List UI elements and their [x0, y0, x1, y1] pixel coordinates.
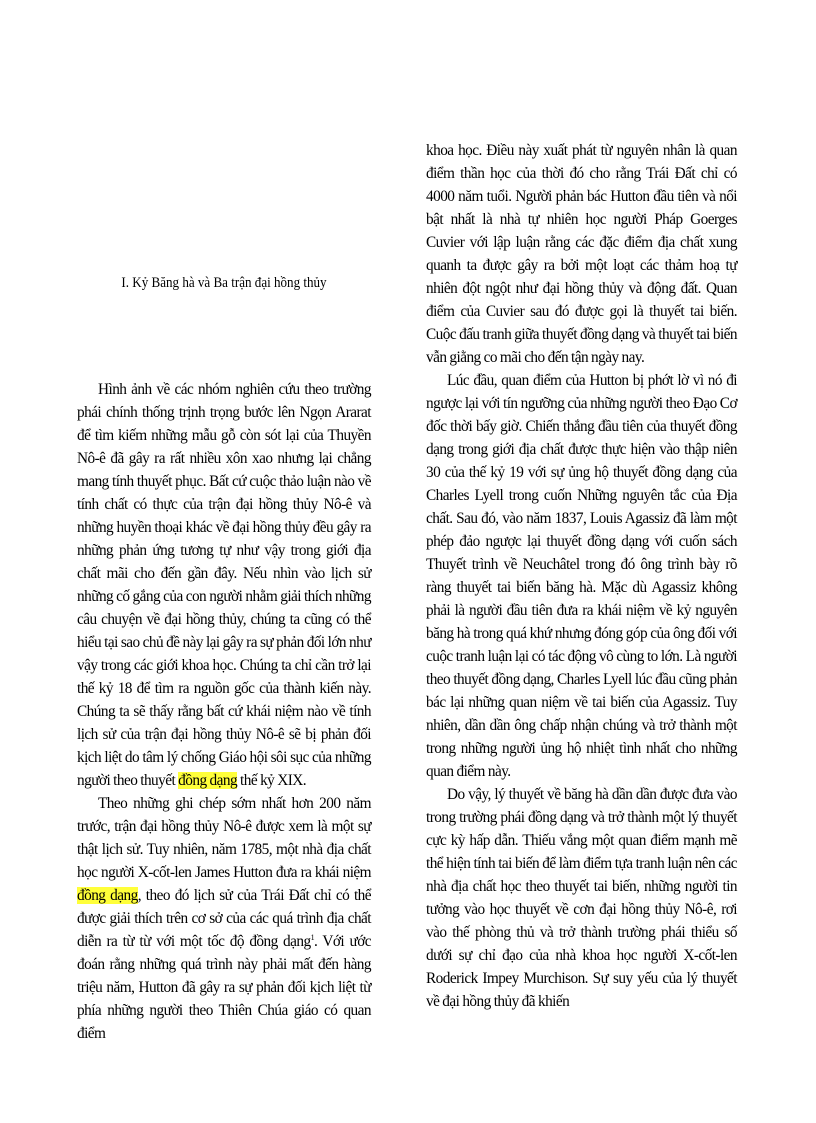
paragraph: Lúc đầu, quan điểm của Hutton bị phớt lờ vì nó đi ngược lại với tín ngưỡng của những người theo Đạo Cơ đốc thời bấy giờ. Chiến thắng đầu tiên của thuyết đồng dạng trong giới địa chất được thực hiện vào thập niên 30 của thế kỷ 19 với sự ủng hộ thuyết đồng dạng của Charles Lyell trong cuốn Những nguyên tắc của Địa chất. Sau đó, vào năm 1837, Louis Agassiz đã làm một phép đảo ngược lại thuyết đồng dạng với cuốn sách Thuyết trình về Neuchâtel trong đó ông trình bày rõ ràng thuyết tai biến băng hà. Mặc dù Agassiz không phải là người đầu tiên đưa ra khái niệm về kỷ nguyên băng hà trong quá khứ nhưng đóng góp của ông đối với cuộc tranh luận lại có tác động vô cùng to lớn. Là người theo thuyết đồng dạng, Charles Lyell lúc đầu cũng phản bác lại những quan niệm về tai biến của Agassiz. Tuy nhiên, dần dần ông chấp nhận chúng và trở thành một trong những người ủng hộ nhiệt tình nhất cho những quan điểm này. — [426, 372, 737, 780]
left-text — [77, 378, 371, 1045]
paragraph-text: . Với ước đoán rằng những quá trình này phải mất đến hàng triệu năm, Hutton đã gây ra sự phản đối kịch liệt từ phía những người theo Thiên Chúa giáo có quan điểm — [77, 933, 371, 1042]
paragraph-text: Hình ảnh về các nhóm nghiên cứu theo trường phái chính thống trịnh trọng bước lên Ngọn Ararat để tìm kiếm những mẫu gỗ còn sót lại của Thuyền Nô-ê đã gây ra rất nhiều xôn xao nhưng lại chẳng mang tính thuyết phục. Bất cứ cuộc thảo luận nào về tính chất có thực của trận đại hồng thủy Nô-ê và những huyền thoại khác về đại hồng thủy đều gây ra những phản ứng tương tự như vậy trong giới địa chất mãi cho đến gần đây. Nếu nhìn vào lịch sử những cố gắng của con người nhằm giải thích những câu chuyện về đại hồng thủy, chúng ta cũng có thể hiểu tại sao chủ đề này lại gây ra sự phản đối lớn như vậy trong các giới khoa học. Chúng ta chỉ cần trở lại thế kỷ 18 để tìm ra nguồn gốc của thành kiến này. Chúng ta sẽ thấy rằng bất cứ khái niệm nào về tính lịch sử của trận đại hồng thủy Nô-ê sẽ bị phản đối kịch liệt do tâm lý chống Giáo hội sôi sục của những người theo thuyết — [77, 381, 371, 789]
footnote-marker[interactable]: 1 — [310, 933, 315, 942]
paragraph-text: Theo những ghi chép sớm nhất hơn 200 năm trước, trận đại hồng thủy Nô-ê được xem là một sự thật lịch sử. Tuy nhiên, năm 1785, một nhà địa chất học người X-cốt-len James Hutton đưa ra khái niệm — [77, 795, 371, 881]
paragraph — [77, 378, 371, 792]
highlighted-term: đồng dạng — [77, 887, 138, 904]
paragraph-text: , theo đó lịch sử của Trái Đất chỉ có thể được giải thích trên cơ sở của các quá trình địa chất diễn ra từ từ với một tốc độ đồng dạng — [77, 887, 371, 950]
paragraph: Do vậy, lý thuyết về băng hà dần dần được đưa vào trong trường phái đồng dạng và trở thành một lý thuyết cực kỳ hấp dẫn. Thiếu vắng một quan điểm mạnh mẽ thể hiện tính tai biến để làm điểm tựa tranh luận nên các nhà địa chất học theo thuyết tai biến, những người tin tưởng vào học thuyết về cơn đại hồng thủy Nô-ê, rơi vào thế phòng thủ và trở thành trường phái thiểu số dưới sự chỉ đạo của nhà khoa học người X-cốt-len Roderick Impey Murchison. Sự suy yếu của lý thuyết về đại hồng thủy đã khiến — [426, 786, 737, 1010]
paragraph — [77, 792, 371, 1045]
paragraph-text: thế kỷ XIX. — [237, 772, 307, 789]
highlighted-term: đồng dạng — [178, 772, 238, 789]
paragraph: khoa học. Điều này xuất phát từ nguyên nhân là quan điểm thần học của thời đó cho rằng Trái Đất chỉ có 4000 năm tuổi. Người phản bác Hutton đầu tiên và nổi bật nhất là nhà tự nhiên học người Pháp Goerges Cuvier với lập luận rằng các đặc điểm địa chất xung quanh ta được gây ra bởi một loạt các thảm hoạ tự nhiên đột ngột như đại hồng thủy và động đất. Quan điểm của Cuvier sau đó được gọi là thuyết tai biến. Cuộc đấu tranh giữa thuyết đồng dạng và thuyết tai biến vẫn giằng co mãi cho đến tận ngày nay. — [426, 142, 737, 366]
right-text — [426, 139, 737, 1013]
section-title: I. Kỷ Băng hà và Ba trận đại hồng thủy — [121, 275, 327, 291]
